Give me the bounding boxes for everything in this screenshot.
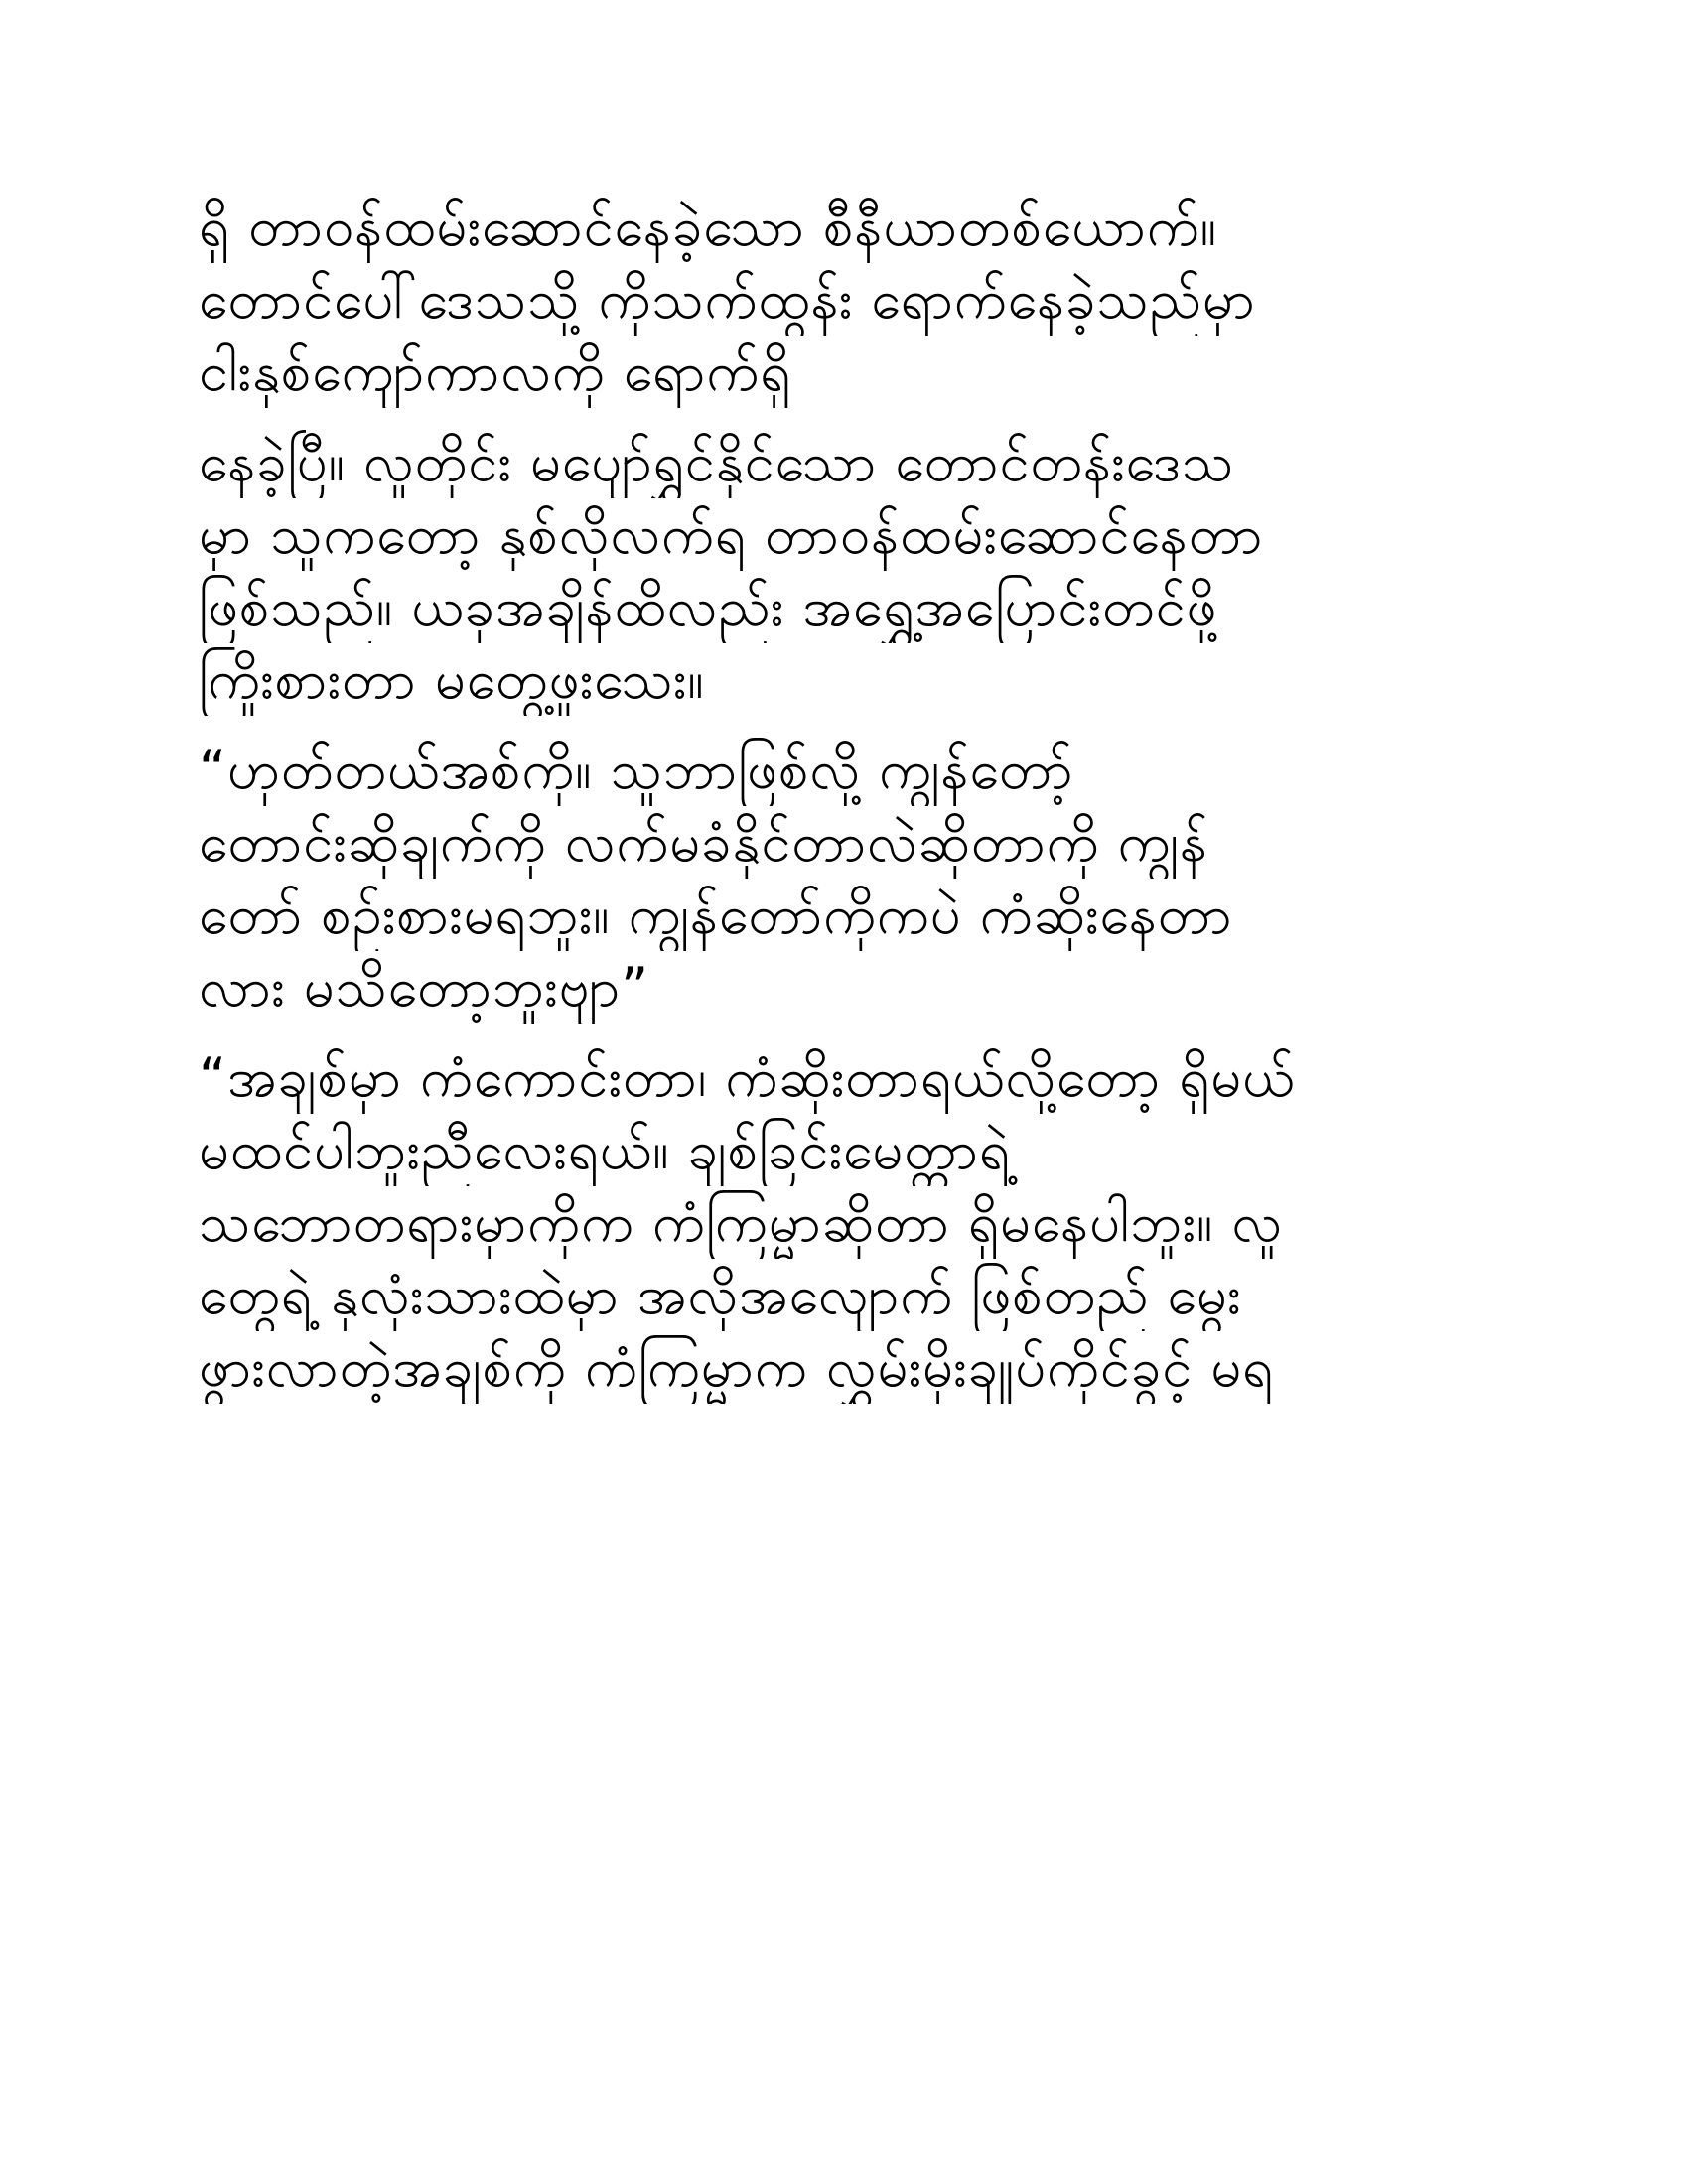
text-line: သဘောတရားမှာကိုက ကံကြမ္မာဆိုတာ ရှိမနေပါဘူး။ လူ — [199, 1191, 1284, 1254]
text-line: တောင်းဆိုချက်ကို လက်မခံနိုင်တာလဲဆိုတာကို ကျွန် — [199, 811, 1208, 874]
text-line: တွေရဲ့ နှလုံးသားထဲမှာ အလိုအလျောက် ဖြစ်တည် မွေး — [199, 1264, 1242, 1326]
text-line: ကြိုးစားတာ မတွေ့ဖူးသေး။ — [199, 648, 705, 711]
text-line: ငါးနှစ်ကျော်ကာလကို ရောက်ရှိ — [199, 341, 792, 403]
paragraph-2 — [199, 426, 1509, 716]
body-text — [199, 191, 1509, 1404]
paragraph-gap — [199, 716, 1509, 734]
paragraph-gap — [199, 1024, 1509, 1041]
text-line: တော် စဉ်းစားမရဘူး။ ကျွန်တော်ကိုကပဲ ကံဆိုးနေတာ — [199, 884, 1233, 946]
text-line: “ဟုတ်တယ်အစ်ကို။ သူဘာဖြစ်လို့ ကျွန်တော့် — [199, 739, 1074, 801]
paragraph-3-dialogue — [199, 734, 1509, 1024]
text-line: ဖြစ်သည်။ ယခုအချိန်ထိလည်း အရွှေ့အပြောင်းတင်ဖို့ — [199, 576, 1218, 638]
paragraph-4-dialogue — [199, 1041, 1509, 1404]
text-line: တောင်ပေါ်ဒေသသို့ ကိုသက်ထွန်း ရောက်နေခဲ့သည်မှာ — [199, 268, 1256, 331]
text-line: “အချစ်မှာ ကံကောင်းတာ၊ ကံဆိုးတာရယ်လို့တော့ ရှိမယ် — [199, 1046, 1296, 1109]
text-line: နေခဲ့ပြီ။ လူတိုင်း မပျော်ရွှင်နိုင်သော တောင်တန်းဒေသ — [199, 431, 1235, 493]
text-line: မထင်ပါဘူးညီလေးရယ်။ ချစ်ခြင်းမေတ္တာရဲ့ — [199, 1119, 1012, 1181]
text-line: ရှိ တာဝန်ထမ်းဆောင်နေခဲ့သော စီနီယာတစ်ယောက်။ — [199, 196, 1218, 258]
paragraph-1 — [199, 191, 1509, 408]
text-line: လား မသိတော့ဘူးဗျာ” — [199, 956, 650, 1019]
text-line: ဖွားလာတဲ့အချစ်ကို ကံကြမ္မာက လွှမ်းမိုးချုပ်ကိုင်ခွင့် မရ — [199, 1336, 1275, 1399]
paragraph-gap — [199, 408, 1509, 426]
text-line: မှာ သူကတော့ နှစ်လိုလက်ရ တာဝန်ထမ်းဆောင်နေတာ — [199, 503, 1264, 566]
